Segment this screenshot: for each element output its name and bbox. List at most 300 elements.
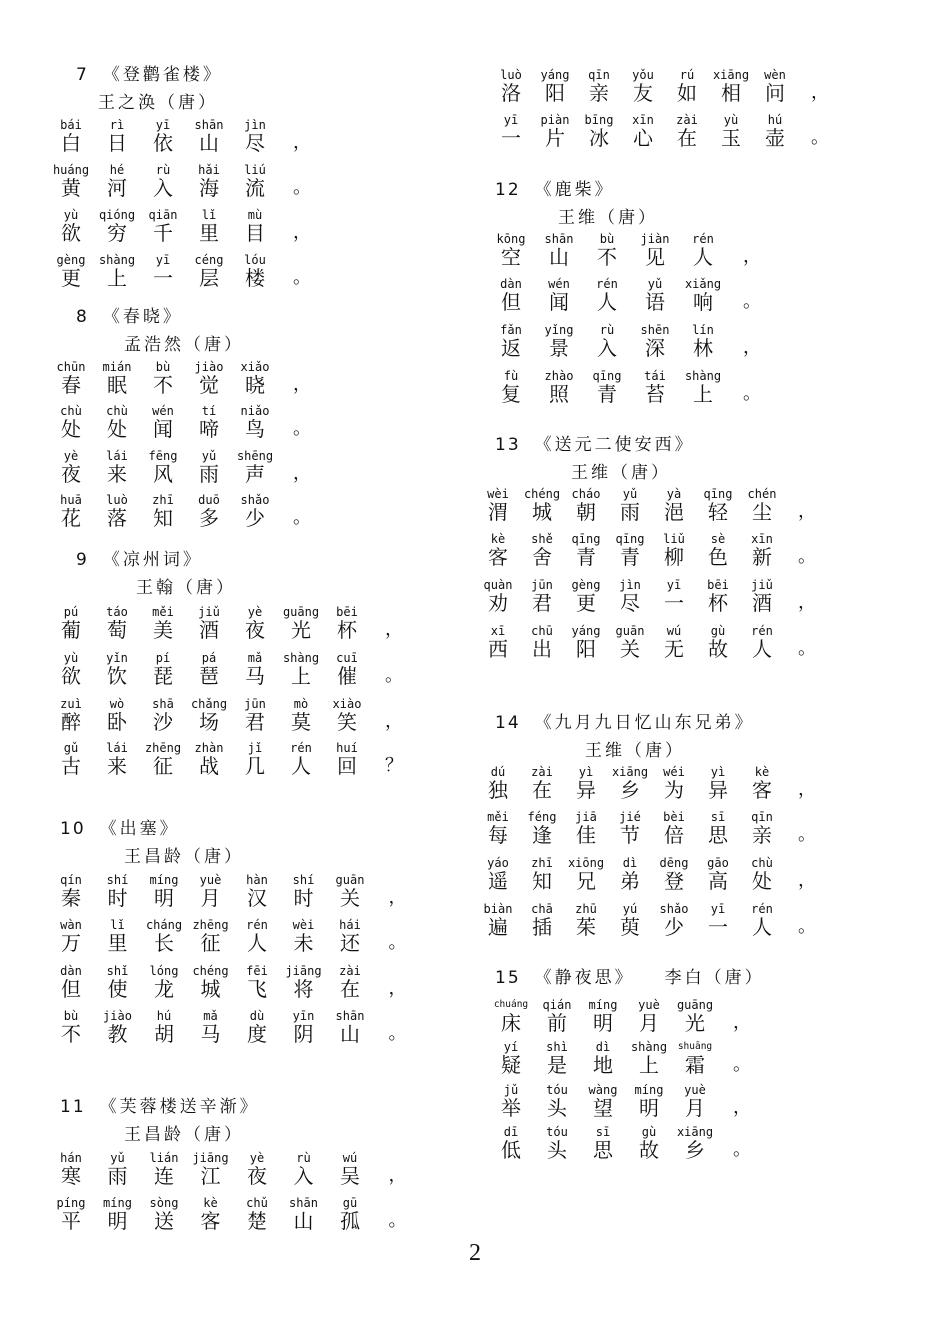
hanzi: 青 bbox=[620, 545, 640, 569]
poem-title: 《登鹳雀楼》 bbox=[102, 65, 223, 85]
pinyin: rì bbox=[109, 118, 125, 132]
pinyin: shǎo bbox=[659, 902, 689, 916]
char-cell bbox=[141, 1009, 187, 1049]
char-cell bbox=[536, 369, 582, 409]
pinyin: wú bbox=[666, 624, 682, 638]
char-cell bbox=[234, 1151, 280, 1191]
pinyin: yà bbox=[666, 487, 682, 501]
hanzi: 琵 bbox=[153, 664, 173, 688]
punctuation: 。 bbox=[388, 1210, 407, 1231]
hanzi: 玉 bbox=[721, 126, 741, 150]
hanzi: 月 bbox=[200, 886, 221, 910]
punctuation: 。 bbox=[798, 546, 816, 567]
pinyin: fēi bbox=[246, 964, 268, 978]
pinyin: gèng bbox=[571, 578, 601, 592]
pinyin: zài bbox=[339, 964, 361, 978]
char-cell bbox=[536, 323, 582, 363]
char-cell bbox=[140, 741, 186, 781]
char-cell bbox=[664, 68, 710, 108]
hanzi: 前 bbox=[547, 1011, 567, 1035]
char-cell bbox=[584, 232, 630, 272]
poem-number: 12 bbox=[495, 180, 521, 200]
hanzi: 入 bbox=[597, 336, 617, 360]
char-cell bbox=[48, 1009, 94, 1049]
char-cell bbox=[739, 532, 785, 572]
hanzi: 洛 bbox=[501, 81, 521, 105]
char-cell bbox=[488, 323, 534, 363]
pinyin: guāng bbox=[282, 605, 320, 619]
pinyin: yù bbox=[63, 651, 79, 665]
char-cell bbox=[534, 998, 580, 1038]
char-cell bbox=[232, 404, 278, 444]
char-cell bbox=[584, 369, 630, 409]
poem-author: 孟浩然（唐） bbox=[124, 335, 244, 355]
hanzi: 佳 bbox=[576, 823, 596, 847]
hanzi: 海 bbox=[199, 176, 219, 200]
char-cell bbox=[141, 964, 187, 1004]
hanzi: 落 bbox=[107, 506, 127, 530]
pinyin: cháng bbox=[145, 918, 183, 932]
char-cell bbox=[475, 810, 521, 850]
hanzi: 关 bbox=[340, 886, 360, 910]
hanzi: 将 bbox=[293, 977, 314, 1001]
pinyin: wén bbox=[152, 404, 174, 418]
hanzi: 时 bbox=[107, 886, 128, 910]
poem-number: 7 bbox=[76, 65, 89, 85]
char-cell bbox=[607, 765, 653, 805]
hanzi: 疑 bbox=[501, 1053, 521, 1077]
poem-title-line bbox=[60, 1092, 260, 1117]
hanzi: 觉 bbox=[199, 373, 219, 397]
pinyin: lín bbox=[692, 323, 714, 337]
pinyin: pú bbox=[63, 605, 79, 619]
char-cell bbox=[232, 360, 278, 400]
hanzi: 处 bbox=[61, 417, 81, 441]
pinyin: rén bbox=[692, 232, 714, 246]
char-cell bbox=[234, 873, 280, 913]
punctuation: 。 bbox=[733, 1139, 751, 1160]
hanzi: 夜 bbox=[61, 462, 81, 486]
hanzi: 色 bbox=[708, 545, 728, 569]
char-cell bbox=[695, 765, 741, 805]
pinyin: qīn bbox=[588, 68, 610, 82]
hanzi: 人 bbox=[693, 245, 713, 269]
hanzi: 亲 bbox=[589, 81, 609, 105]
char-cell bbox=[186, 163, 232, 203]
hanzi: 望 bbox=[593, 1096, 613, 1120]
hanzi: 送 bbox=[154, 1209, 174, 1233]
pinyin: rén bbox=[246, 918, 268, 932]
char-cell bbox=[94, 360, 140, 400]
hanzi: 知 bbox=[532, 869, 552, 893]
char-cell bbox=[95, 1009, 141, 1049]
hanzi: 征 bbox=[200, 931, 221, 955]
char-cell bbox=[626, 1040, 672, 1080]
pinyin: xiāng bbox=[611, 765, 649, 779]
char-cell bbox=[475, 487, 521, 527]
pinyin: kè bbox=[490, 532, 506, 546]
hanzi: 未 bbox=[293, 931, 314, 955]
pinyin: zhēng bbox=[144, 741, 182, 755]
char-cell bbox=[607, 532, 653, 572]
char-cell bbox=[186, 651, 232, 691]
hanzi: 夜 bbox=[247, 1164, 267, 1188]
pinyin: zhī bbox=[531, 856, 553, 870]
pinyin: xiōng bbox=[567, 856, 605, 870]
char-cell bbox=[475, 532, 521, 572]
char-cell bbox=[48, 360, 94, 400]
hanzi: 明 bbox=[593, 1011, 613, 1035]
pinyin: hǎi bbox=[198, 163, 220, 177]
pinyin: yǔ bbox=[110, 1151, 125, 1165]
hanzi: 鸟 bbox=[245, 417, 265, 441]
char-cell bbox=[186, 493, 232, 533]
hanzi: 青 bbox=[576, 545, 596, 569]
punctuation: 。 bbox=[733, 1054, 751, 1075]
pinyin: sī bbox=[710, 810, 726, 824]
char-cell bbox=[278, 651, 324, 691]
poem-title-line bbox=[76, 545, 203, 570]
hanzi: 冰 bbox=[589, 126, 609, 150]
pinyin: qióng bbox=[98, 208, 136, 222]
hanzi: 卧 bbox=[107, 710, 127, 734]
pinyin: yù bbox=[63, 208, 79, 222]
hanzi: 催 bbox=[337, 664, 357, 688]
pinyin: xiāng bbox=[676, 1125, 714, 1139]
pinyin: xiāng bbox=[712, 68, 750, 82]
char-cell bbox=[651, 810, 697, 850]
char-cell bbox=[94, 493, 140, 533]
poem-title-line bbox=[495, 175, 615, 200]
hanzi: 客 bbox=[488, 545, 508, 569]
punctuation: 。 bbox=[811, 127, 829, 148]
char-cell bbox=[48, 493, 94, 533]
hanzi: 弟 bbox=[620, 869, 640, 893]
char-cell bbox=[475, 902, 521, 942]
hanzi: 莫 bbox=[291, 710, 311, 734]
char-cell bbox=[48, 253, 94, 293]
poem-author: 王昌龄（唐） bbox=[124, 847, 244, 867]
hanzi: 人 bbox=[597, 290, 617, 314]
hanzi: 山 bbox=[293, 1209, 314, 1233]
char-cell bbox=[186, 208, 232, 248]
char-cell bbox=[48, 651, 94, 691]
char-cell bbox=[141, 1151, 187, 1191]
char-cell bbox=[234, 1009, 280, 1049]
hanzi: 层 bbox=[199, 266, 219, 290]
pinyin: céng bbox=[194, 253, 224, 267]
pinyin: lái bbox=[106, 741, 128, 755]
char-cell bbox=[234, 964, 280, 1004]
pinyin: qiān bbox=[148, 208, 178, 222]
hanzi: 不 bbox=[597, 245, 617, 269]
pinyin: chū bbox=[531, 624, 553, 638]
char-cell bbox=[534, 1083, 580, 1123]
hanzi: 相 bbox=[721, 81, 741, 105]
pinyin: hú bbox=[767, 113, 783, 127]
pinyin: mò bbox=[293, 697, 309, 711]
pinyin: yǔ bbox=[201, 449, 217, 463]
pinyin: yǔ bbox=[647, 277, 663, 291]
pinyin: dī bbox=[503, 1125, 519, 1139]
hanzi: 山 bbox=[340, 1022, 360, 1046]
char-cell bbox=[48, 964, 94, 1004]
pinyin: hán bbox=[60, 1151, 82, 1165]
hanzi: 河 bbox=[107, 176, 127, 200]
pinyin: zhī bbox=[152, 493, 174, 507]
pinyin: jiǔ bbox=[198, 605, 220, 619]
punctuation: ， bbox=[798, 870, 816, 891]
pinyin: zuì bbox=[60, 697, 82, 711]
char-cell bbox=[563, 856, 609, 896]
char-cell bbox=[324, 741, 370, 781]
pinyin: měi bbox=[152, 605, 174, 619]
char-cell bbox=[94, 208, 140, 248]
char-cell bbox=[324, 697, 370, 737]
hanzi: 处 bbox=[752, 869, 772, 893]
hanzi: 花 bbox=[61, 506, 81, 530]
pinyin: chén bbox=[747, 487, 777, 501]
hanzi: 节 bbox=[620, 823, 640, 847]
hanzi: 人 bbox=[752, 915, 772, 939]
punctuation: ， bbox=[388, 1165, 407, 1186]
hanzi: 饮 bbox=[107, 664, 127, 688]
pinyin: gǔ bbox=[63, 741, 79, 755]
hanzi: 复 bbox=[501, 382, 521, 406]
char-cell bbox=[475, 765, 521, 805]
pinyin: yáo bbox=[487, 856, 509, 870]
hanzi: 在 bbox=[532, 778, 552, 802]
hanzi: 关 bbox=[620, 637, 640, 661]
pinyin: mián bbox=[102, 360, 132, 374]
hanzi: 故 bbox=[708, 637, 728, 661]
pinyin: qín bbox=[60, 873, 82, 887]
char-cell bbox=[563, 532, 609, 572]
hanzi: 心 bbox=[633, 126, 653, 150]
hanzi: 飞 bbox=[247, 977, 267, 1001]
pinyin: rú bbox=[679, 68, 695, 82]
hanzi: 光 bbox=[291, 618, 311, 642]
pinyin: chā bbox=[531, 902, 553, 916]
hanzi: 入 bbox=[293, 1164, 314, 1188]
hanzi: 乡 bbox=[620, 778, 640, 802]
hanzi: 劝 bbox=[488, 591, 508, 615]
pinyin: shí bbox=[106, 873, 129, 887]
pinyin: shā bbox=[152, 697, 174, 711]
pinyin: shàng bbox=[630, 1040, 668, 1054]
char-cell bbox=[534, 1040, 580, 1080]
char-cell bbox=[695, 624, 741, 664]
hanzi: 风 bbox=[153, 462, 173, 486]
hanzi: 浥 bbox=[664, 500, 684, 524]
poem-title-line bbox=[76, 60, 223, 85]
char-cell bbox=[95, 873, 141, 913]
pinyin: lián bbox=[149, 1151, 179, 1165]
pinyin: jǔ bbox=[503, 1083, 519, 1097]
pinyin: chuáng bbox=[493, 999, 529, 1010]
char-cell bbox=[188, 873, 234, 913]
pinyin: bù bbox=[599, 232, 615, 246]
hanzi: 遍 bbox=[488, 915, 508, 939]
hanzi: 葡 bbox=[61, 618, 81, 642]
hanzi: 见 bbox=[645, 245, 665, 269]
pinyin: bái bbox=[60, 118, 82, 132]
char-cell bbox=[186, 360, 232, 400]
hanzi: 征 bbox=[153, 754, 173, 778]
pinyin: zhēng bbox=[192, 918, 229, 932]
char-cell bbox=[186, 605, 232, 645]
char-cell bbox=[488, 68, 534, 108]
char-cell bbox=[94, 449, 140, 489]
hanzi: 还 bbox=[340, 931, 360, 955]
pinyin: zài bbox=[676, 113, 698, 127]
char-cell bbox=[695, 902, 741, 942]
char-cell bbox=[752, 113, 798, 153]
hanzi: 上 bbox=[639, 1053, 659, 1077]
pinyin: yǔ bbox=[622, 487, 638, 501]
char-cell bbox=[281, 1151, 327, 1191]
hanzi: 为 bbox=[664, 778, 684, 802]
char-cell bbox=[186, 404, 232, 444]
pinyin: tái bbox=[644, 369, 666, 383]
pinyin: rén bbox=[596, 277, 618, 291]
pinyin: wú bbox=[342, 1151, 358, 1165]
char-cell bbox=[140, 449, 186, 489]
hanzi: 沙 bbox=[153, 710, 173, 734]
pinyin: wò bbox=[109, 697, 125, 711]
pinyin: jiào bbox=[103, 1009, 132, 1023]
char-cell bbox=[232, 493, 278, 533]
char-cell bbox=[519, 810, 565, 850]
hanzi: 光 bbox=[685, 1011, 705, 1035]
char-cell bbox=[739, 810, 785, 850]
punctuation: ， bbox=[798, 779, 816, 800]
char-cell bbox=[519, 578, 565, 618]
hanzi: 插 bbox=[532, 915, 552, 939]
poem-title-line bbox=[495, 708, 755, 733]
hanzi: 楚 bbox=[247, 1209, 267, 1233]
hanzi: 流 bbox=[245, 176, 265, 200]
pinyin: yǐn bbox=[106, 651, 128, 665]
pinyin: yīn bbox=[292, 1009, 315, 1023]
pinyin: yì bbox=[710, 765, 726, 779]
poem-number: 14 bbox=[495, 713, 521, 733]
char-cell bbox=[140, 493, 186, 533]
hanzi: 来 bbox=[107, 754, 127, 778]
pinyin: shān bbox=[335, 1009, 365, 1023]
pinyin: wén bbox=[548, 277, 570, 291]
pinyin: kè bbox=[754, 765, 770, 779]
hanzi: 渭 bbox=[488, 500, 508, 524]
char-cell bbox=[563, 765, 609, 805]
hanzi: 依 bbox=[153, 131, 173, 155]
pinyin: bēi bbox=[336, 605, 358, 619]
pinyin: dù bbox=[249, 1009, 265, 1023]
punctuation: ， bbox=[293, 222, 311, 243]
pinyin: hé bbox=[109, 163, 125, 177]
punctuation: ， bbox=[798, 592, 816, 613]
hanzi: 一 bbox=[153, 266, 173, 290]
pinyin: jiāng bbox=[192, 1151, 229, 1165]
hanzi: 千 bbox=[153, 221, 173, 245]
hanzi: 山 bbox=[199, 131, 219, 155]
poem-title: 《鹿柴》 bbox=[534, 180, 615, 200]
char-cell bbox=[672, 1125, 718, 1165]
hanzi: 古 bbox=[61, 754, 81, 778]
char-cell bbox=[327, 1196, 373, 1236]
hanzi: 空 bbox=[501, 245, 521, 269]
char-cell bbox=[327, 918, 373, 958]
hanzi: 客 bbox=[200, 1209, 221, 1233]
pinyin: luò bbox=[106, 493, 128, 507]
char-cell bbox=[580, 998, 626, 1038]
hanzi: 美 bbox=[153, 618, 173, 642]
hanzi: 朝 bbox=[576, 500, 596, 524]
pinyin: kè bbox=[203, 1196, 218, 1210]
hanzi: 思 bbox=[593, 1138, 613, 1162]
pinyin: tóu bbox=[546, 1125, 568, 1139]
pinyin: wéi bbox=[663, 765, 685, 779]
pinyin: chù bbox=[751, 856, 773, 870]
poem-number: 9 bbox=[76, 550, 89, 570]
hanzi: 马 bbox=[245, 664, 265, 688]
char-cell bbox=[651, 902, 697, 942]
hanzi: 人 bbox=[247, 931, 267, 955]
pinyin: pá bbox=[201, 651, 217, 665]
pinyin: hàn bbox=[246, 873, 268, 887]
pinyin: bù bbox=[155, 360, 171, 374]
hanzi: 逢 bbox=[532, 823, 552, 847]
poem-title-line bbox=[495, 963, 765, 988]
hanzi: 场 bbox=[199, 710, 219, 734]
pinyin: shān bbox=[194, 118, 224, 132]
char-cell bbox=[534, 1125, 580, 1165]
punctuation: 。 bbox=[293, 177, 311, 198]
hanzi: 登 bbox=[664, 869, 684, 893]
char-cell bbox=[140, 404, 186, 444]
pinyin: xiào bbox=[332, 697, 362, 711]
hanzi: 欲 bbox=[61, 664, 81, 688]
pinyin: shàng bbox=[98, 253, 136, 267]
char-cell bbox=[695, 810, 741, 850]
hanzi: 每 bbox=[488, 823, 508, 847]
char-cell bbox=[140, 605, 186, 645]
hanzi: 苔 bbox=[645, 382, 665, 406]
punctuation: 。 bbox=[293, 267, 311, 288]
char-cell bbox=[188, 1009, 234, 1049]
pinyin: yǐng bbox=[544, 323, 574, 337]
hanzi: 乡 bbox=[685, 1138, 705, 1162]
pinyin: zhàn bbox=[194, 741, 224, 755]
pinyin: chù bbox=[60, 404, 82, 418]
char-cell bbox=[626, 998, 672, 1038]
char-cell bbox=[672, 998, 718, 1038]
char-cell bbox=[651, 856, 697, 896]
hanzi: 几 bbox=[245, 754, 265, 778]
pinyin: yè bbox=[249, 1151, 265, 1165]
hanzi: 时 bbox=[293, 886, 314, 910]
char-cell bbox=[607, 856, 653, 896]
pinyin: bèi bbox=[663, 810, 685, 824]
hanzi: 穷 bbox=[107, 221, 127, 245]
char-cell bbox=[48, 918, 94, 958]
char-cell bbox=[48, 1151, 94, 1191]
hanzi: 是 bbox=[547, 1053, 567, 1077]
pinyin: xīn bbox=[751, 532, 773, 546]
pinyin: shuāng bbox=[677, 1041, 713, 1052]
pinyin: yǒu bbox=[632, 68, 654, 82]
hanzi: 人 bbox=[291, 754, 311, 778]
